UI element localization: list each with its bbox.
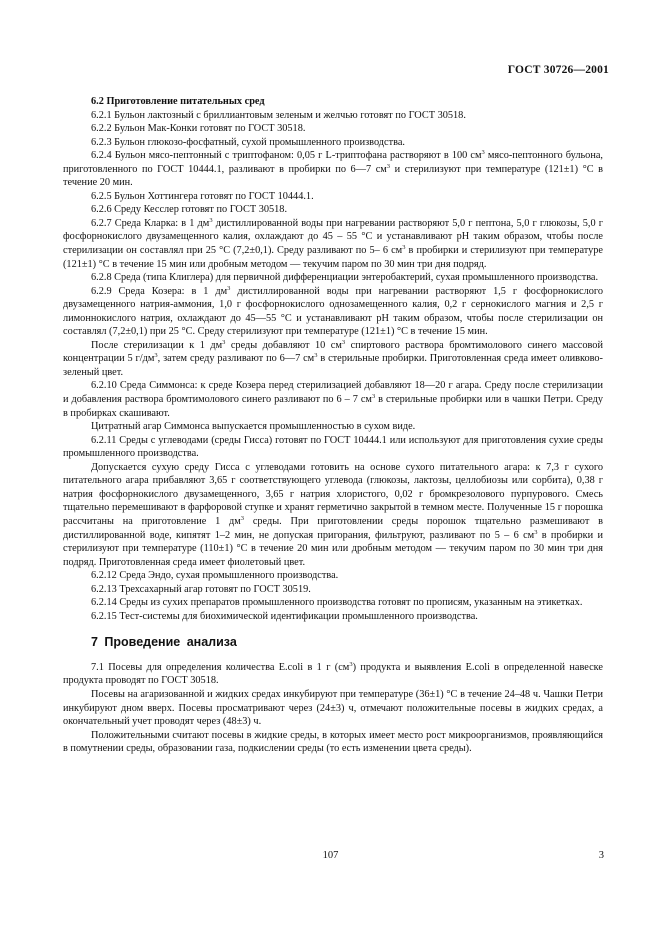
text-run: в пробирки и стерилизуют при температуре (110±1) °С в течение 20 мин или дробным методом — текучим паром по 30 мин три дня подряд. Приготовленная среда имеет фиолетовый цвет. (63, 529, 603, 568)
document-body (63, 95, 603, 756)
text-run: 6.2.4 Бульон мясо-пептонный с триптофаном: 0,05 г L-триптофана растворяют в 100 см (91, 150, 482, 162)
superscript: 3 (222, 338, 226, 346)
text-run: , затем среду разливают по 6—7 см (157, 353, 315, 365)
superscript: 3 (534, 528, 538, 536)
text-run: в стерильные пробирки или в чашки Петри. Среду в пробирках скашивают. (63, 394, 603, 419)
superscript: 3 (371, 393, 376, 401)
text-run: в стерильные пробирки. Приготовленная среда имеет оливково-зеленый цвет. (63, 353, 603, 378)
paragraph-6-2-8: 6.2.8 Среда (типа Клиглера) для первичной дифференциации энтеробактерий, сухая промышленного производства. (91, 272, 599, 284)
paragraph-6-2-11-cont (63, 461, 603, 569)
superscript: 3 (314, 352, 318, 360)
paragraph-6-2-9-cont (63, 339, 603, 380)
paragraph-7-1-cont-1: Посевы на агаризованной и жидких средах инкубируют при температуре (36±1) °С в течение 24–48 ч. Чашки Петри инкубируют дном вверх. Посевы просматривают через (24±3) ч, отмечают положительные посевы в жидких средах, а окончательный учет проводят через (48±3) ч. (63, 688, 603, 728)
superscript: 3 (240, 514, 245, 522)
text-run: Допускается сухую среду Гисса с углеводами готовить на основе сухого питательного агара: к 7,3 г сухого питательного агара прибавляют 3,65 г соответствующего углевода (глюкозы, лактозы, целлобиозы или сорбита), 0,38 г натрия фосфорнокислого двузамещенного, 3,65 г натрия хлористого, 0,02 г бромкрезолового пурпурового. Смесь тщательно перемешивают в фарфоровой ступке и хранят герметично закрытой в темном месте. Полученные 15 г порошка рассчитаны на приготовление 1 дм (63, 461, 603, 527)
paragraph-6-2-10 (63, 379, 603, 420)
superscript: 3 (402, 244, 406, 252)
section-heading-7: 7 Проведение анализа (91, 635, 237, 650)
paragraph-6-2-1: 6.2.1 Бульон лактозный с бриллиантовым зеленым и желчью готовят по ГОСТ 30518. (91, 109, 466, 121)
text-run: и стерилизуют при температуре (121±1) °С в течение 20 мин. (63, 163, 603, 189)
text-run: среды. При приготовлении среды порошок тщательно размешивают в дистиллированной воде, кипятят 1–2 мин, не допуская пригорания, фильтруют, разливают по 5 – 6 см (63, 515, 603, 541)
paragraph-6-2-9 (63, 285, 603, 339)
paragraph-6-2-11: 6.2.11 Среды с углеводами (среды Гисса) готовят по ГОСТ 10444.1 или используют для приготовления сухие среды промышленного производства. (63, 434, 603, 460)
text-run: спиртового раствора бромтимолового синего массовой концентрации 5 г/дм (63, 339, 603, 365)
text-run: среды добавляют 10 см (225, 339, 342, 351)
paragraph-7-1 (63, 661, 603, 688)
text-run: После стерилизации к 1 дм (91, 339, 223, 351)
text-run: дистиллированной воды при нагревании растворяют 5,0 г пептона, 5,0 г глюкозы, 5,0 г фосфорнокислого двузамещенного калия, охлаждают до 45 – 55 °С и устанавливают рН таким образом, чтобы после стерилизации он составлял при 25 °С (7,2±0,1). Среду разливают по 5– 6 см (63, 217, 603, 257)
page-number: 3 (598, 850, 604, 861)
superscript: 3 (341, 338, 346, 346)
paragraph-6-2-3: 6.2.3 Бульон глюкозо-фосфатный, сухой промышленного производства. (91, 136, 405, 148)
superscript: 3 (481, 149, 485, 157)
paragraph-6-2-6: 6.2.6 Среду Кесслер готовят по ГОСТ 30518. (91, 204, 288, 216)
paragraph-7-1-cont-2: Положительными считают посевы в жидкие среды, в которых имеет место рост микроорганизмов, проявляющийся в помутнении среды, образовании газа, подкислении среды (то есть изменении цвета среды). (63, 729, 603, 755)
text-run: 7.1 Посевы для определения количества E.coli в 1 г (см (91, 661, 350, 673)
printed-page-number: 107 (322, 850, 339, 861)
text-run: 6.2.10 Среда Симмонса: к среде Козера перед стерилизацией добавляют 18—20 г агара. Среду после стерилизации и добавления раствора бромтимолового синего разливают по 6 – 7 см (63, 380, 603, 406)
paragraph-6-2-10-cont: Цитратный агар Симмонса выпускается промышленностью в сухом виде. (91, 421, 416, 433)
paragraph-6-2-13: 6.2.13 Трехсахарный агар готовят по ГОСТ 30519. (91, 583, 311, 595)
paragraph-6-2-2: 6.2.2 Бульон Мак-Конки готовят по ГОСТ 30518. (91, 123, 306, 135)
paragraph-6-2-15: 6.2.15 Тест-системы для биохимической идентификации промышленного производства. (91, 610, 478, 622)
text-run: мясо-пептонного бульона, приготовленного по ГОСТ 10444.1, разливают в пробирки по 6—7 см (63, 150, 603, 175)
superscript: 3 (349, 660, 353, 668)
superscript: 3 (227, 284, 231, 292)
subsection-heading-6-2: 6.2 Приготовление питательных сред (91, 96, 265, 107)
text-run: в пробирки и стерилизуют при температуре (121±1) °С в течение 15 мин или дробным методом — текучим паром по 30 мин три дня подряд. (63, 245, 603, 270)
text-run: дистиллированной воды при нагревании растворяют 1,5 г фосфорнокислого двузамещенного натрия-аммония, 1,0 г фосфорнокислого однозамещенного калия, 0,2 г сернокислого магния и 2,5 г лимоннокислого натрия, охлаждают до 45—55 °С и устанавливают рН таким образом, чтобы после стерилизации он составлял (7,2±0,1) при 25 °С. Среду стерилизуют при температуре (121±1) °С в течение 15 мин. (63, 285, 603, 338)
text-run: 6.2.7 Среда Кларка: в 1 дм (91, 217, 210, 229)
paragraph-6-2-14: 6.2.14 Среды из сухих препаратов промышленного производства готовят по прописям, указанным на этикетках. (91, 597, 583, 609)
text-run: ) продукта и выявления E.coli в определенной навеске продукта проводят по ГОСТ 30518. (63, 661, 603, 687)
paragraph-6-2-5: 6.2.5 Бульон Хоттингера готовят по ГОСТ 10444.1. (91, 190, 314, 202)
superscript: 3 (386, 162, 391, 170)
paragraph-6-2-4 (63, 149, 603, 190)
superscript: 3 (209, 216, 213, 224)
paragraph-6-2-7 (63, 217, 603, 271)
standard-code-header: ГОСТ 30726—2001 (507, 64, 609, 76)
superscript: 3 (154, 352, 158, 360)
text-run: 6.2.9 Среда Козера: в 1 дм (91, 285, 228, 297)
paragraph-6-2-12: 6.2.12 Среда Эндо, сухая промышленного производства. (91, 570, 339, 582)
